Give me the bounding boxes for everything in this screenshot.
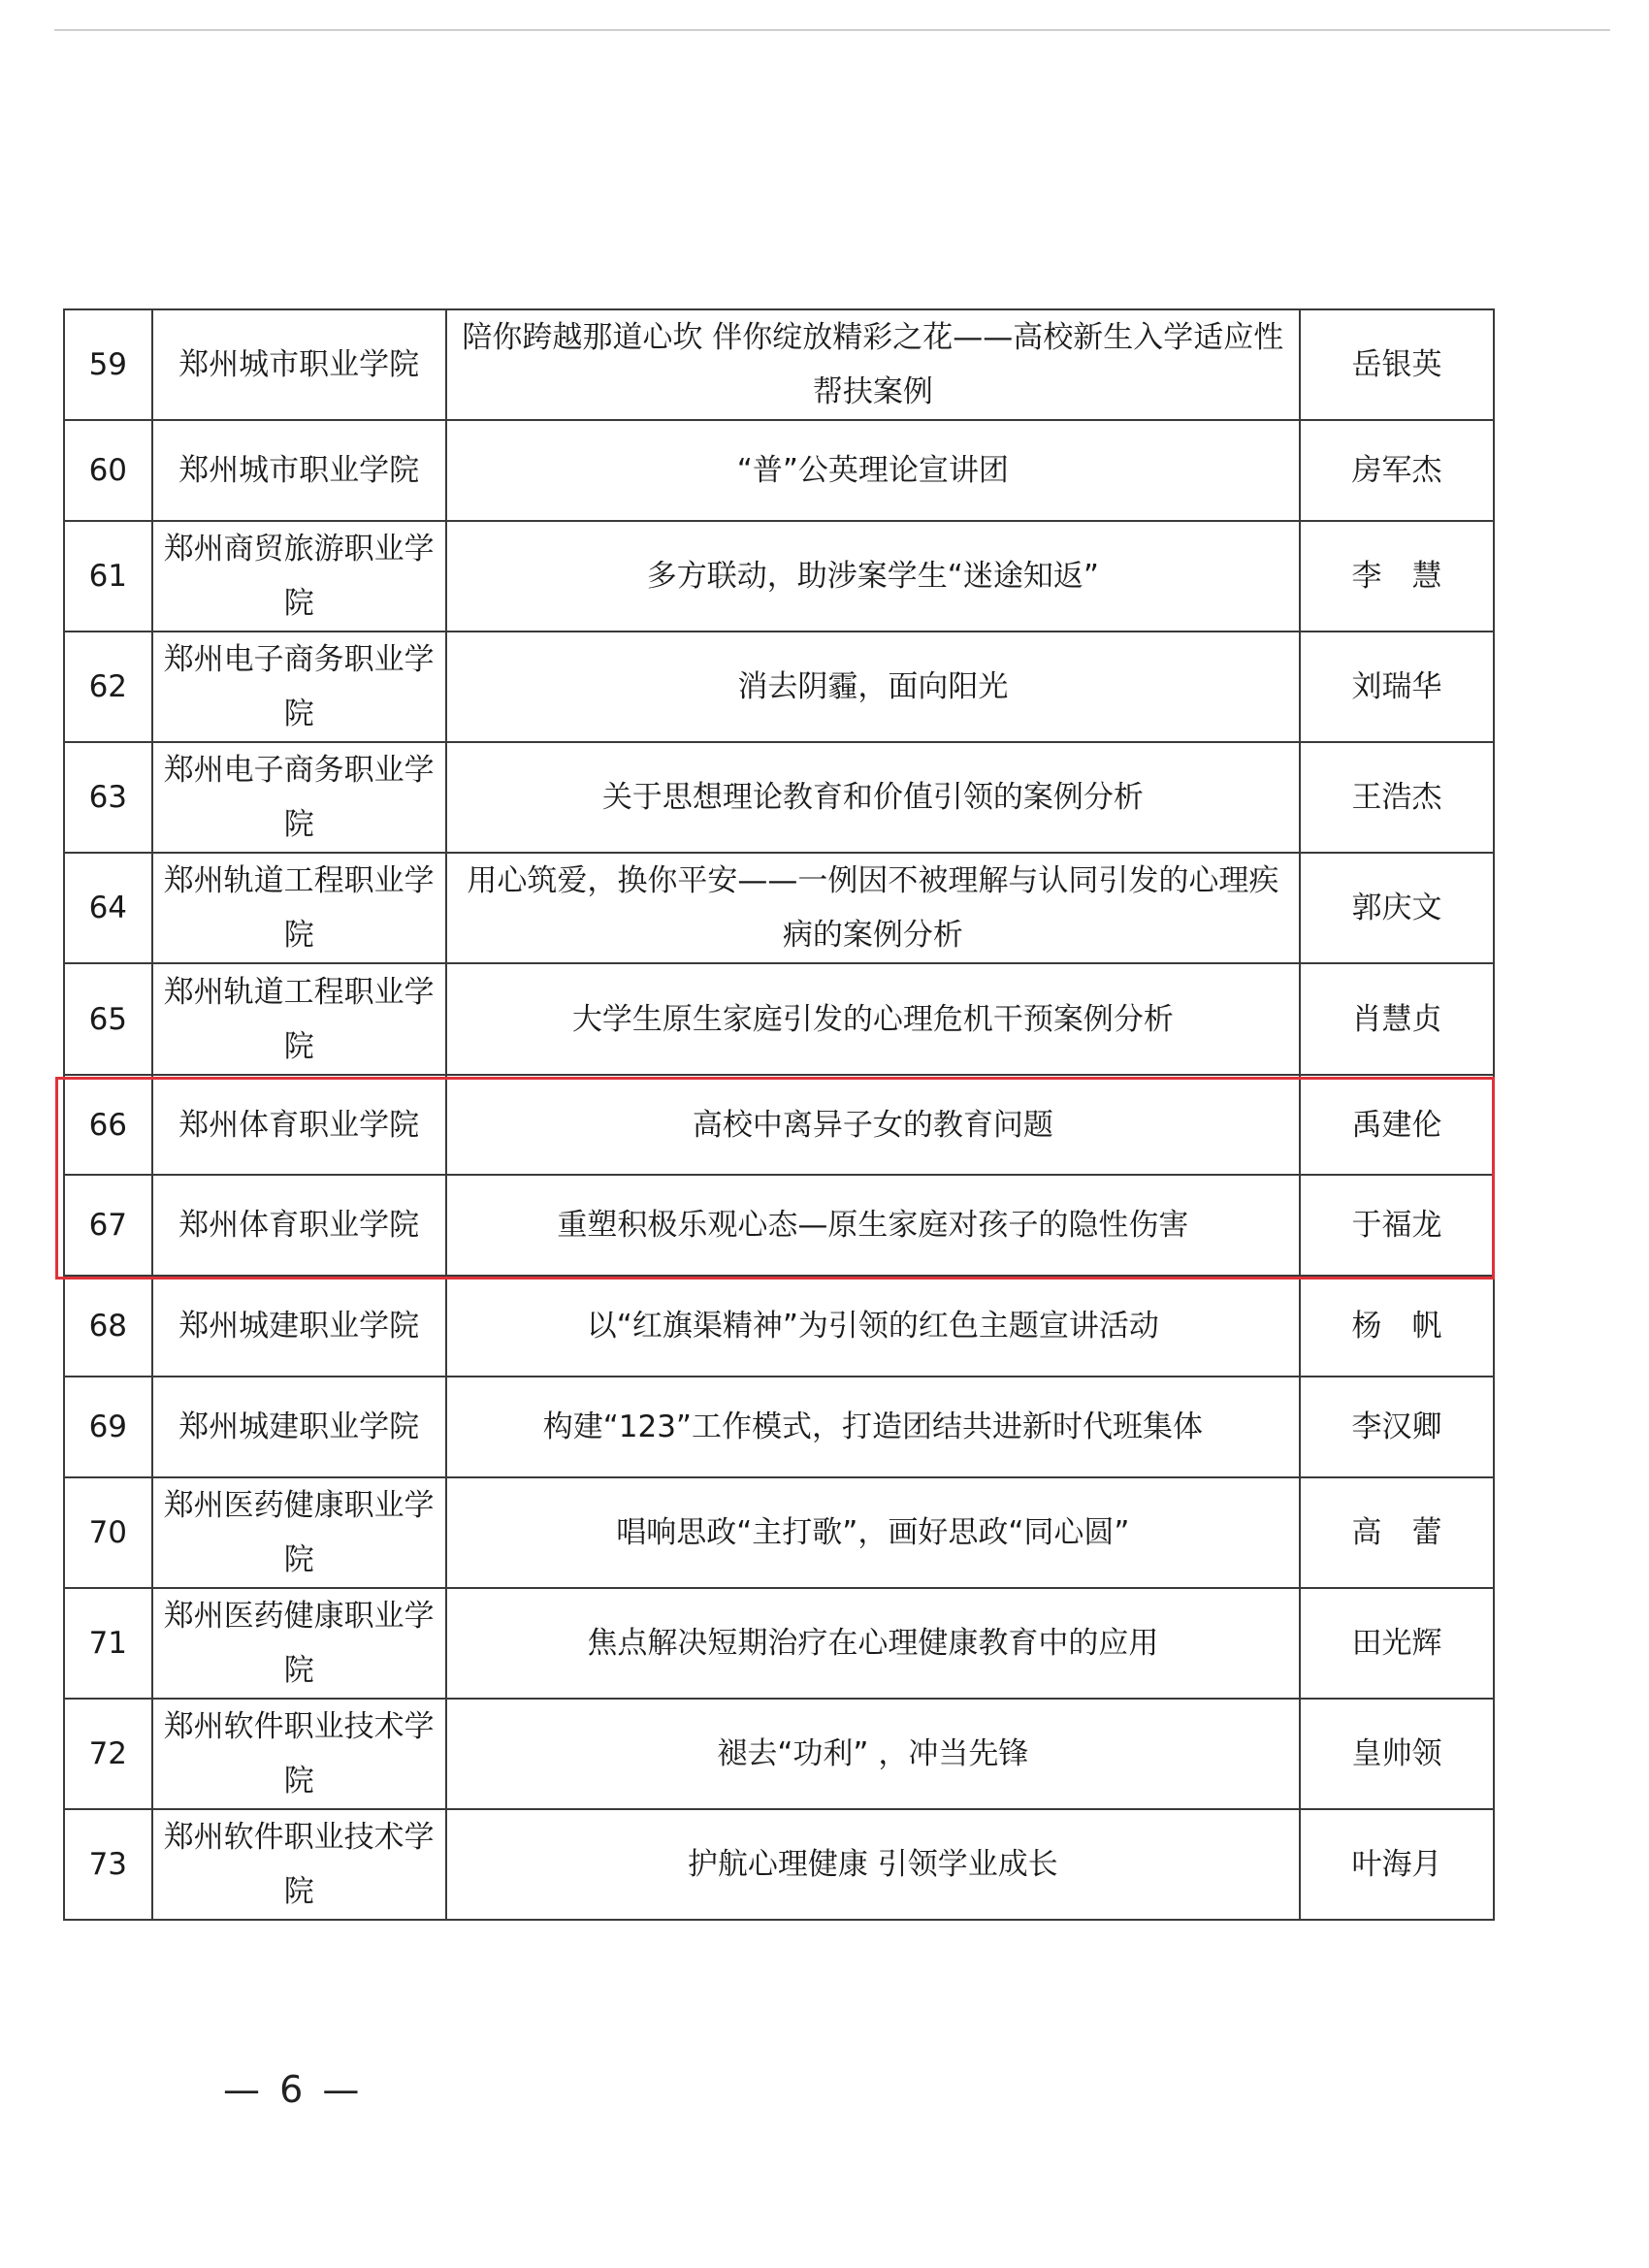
- case-title: 关于思想理论教育和价值引领的案例分析: [446, 742, 1300, 853]
- author-name: 郭庆文: [1300, 853, 1494, 963]
- school-name: 郑州体育职业学院: [152, 1075, 446, 1175]
- table-row: [64, 1809, 1494, 1920]
- table-row: [64, 521, 1494, 632]
- case-title: 重塑积极乐观心态—原生家庭对孩子的隐性伤害: [446, 1175, 1300, 1276]
- awards-table: [63, 308, 1495, 1921]
- row-number: 70: [64, 1477, 152, 1588]
- row-number: 72: [64, 1699, 152, 1809]
- table-row: [64, 1075, 1494, 1175]
- table-row: [64, 742, 1494, 853]
- author-name: 于福龙: [1300, 1175, 1494, 1276]
- school-name: 郑州商贸旅游职业学院: [152, 521, 446, 632]
- row-number: 68: [64, 1276, 152, 1377]
- school-name: 郑州体育职业学院: [152, 1175, 446, 1276]
- row-number: 61: [64, 521, 152, 632]
- case-title: 焦点解决短期治疗在心理健康教育中的应用: [446, 1588, 1300, 1699]
- author-name: 高 蕾: [1300, 1477, 1494, 1588]
- table-row: [64, 1699, 1494, 1809]
- table-row: [64, 309, 1494, 420]
- case-title: 用心筑爱，换你平安——一例因不被理解与认同引发的心理疾病的案例分析: [446, 853, 1300, 963]
- table-row: [64, 632, 1494, 742]
- school-name: 郑州轨道工程职业学院: [152, 963, 446, 1075]
- school-name: 郑州软件职业技术学院: [152, 1809, 446, 1920]
- table-row: [64, 420, 1494, 521]
- row-number: 63: [64, 742, 152, 853]
- author-name: 岳银英: [1300, 309, 1494, 420]
- table-row: [64, 1377, 1494, 1477]
- table-row: [64, 1477, 1494, 1588]
- case-title: 高校中离异子女的教育问题: [446, 1075, 1300, 1175]
- author-name: 皇帅领: [1300, 1699, 1494, 1809]
- case-title: 构建“123”工作模式，打造团结共进新时代班集体: [446, 1377, 1300, 1477]
- author-name: 王浩杰: [1300, 742, 1494, 853]
- author-name: 禹建伦: [1300, 1075, 1494, 1175]
- row-number: 73: [64, 1809, 152, 1920]
- school-name: 郑州医药健康职业学院: [152, 1588, 446, 1699]
- case-title: 多方联动，助涉案学生“迷途知返”: [446, 521, 1300, 632]
- row-number: 62: [64, 632, 152, 742]
- case-title: 陪你跨越那道心坎 伴你绽放精彩之花——高校新生入学适应性帮扶案例: [446, 309, 1300, 420]
- row-number: 67: [64, 1175, 152, 1276]
- author-name: 房军杰: [1300, 420, 1494, 521]
- row-number: 69: [64, 1377, 152, 1477]
- author-name: 叶海月: [1300, 1809, 1494, 1920]
- case-title: 消去阴霾，面向阳光: [446, 632, 1300, 742]
- row-number: 66: [64, 1075, 152, 1175]
- school-name: 郑州城建职业学院: [152, 1377, 446, 1477]
- row-number: 64: [64, 853, 152, 963]
- school-name: 郑州软件职业技术学院: [152, 1699, 446, 1809]
- author-name: 李 慧: [1300, 521, 1494, 632]
- author-name: 田光辉: [1300, 1588, 1494, 1699]
- author-name: 肖慧贞: [1300, 963, 1494, 1075]
- case-title: “普”公英理论宣讲团: [446, 420, 1300, 521]
- author-name: 杨 帆: [1300, 1276, 1494, 1377]
- table-row: [64, 853, 1494, 963]
- author-name: 李汉卿: [1300, 1377, 1494, 1477]
- table-row: [64, 1588, 1494, 1699]
- row-number: 60: [64, 420, 152, 521]
- row-number: 71: [64, 1588, 152, 1699]
- case-title: 唱响思政“主打歌”，画好思政“同心圆”: [446, 1477, 1300, 1588]
- table-row: [64, 963, 1494, 1075]
- table-row: [64, 1175, 1494, 1276]
- page-number: — 6 —: [223, 2068, 364, 2111]
- school-name: 郑州城建职业学院: [152, 1276, 446, 1377]
- school-name: 郑州城市职业学院: [152, 420, 446, 521]
- school-name: 郑州轨道工程职业学院: [152, 853, 446, 963]
- school-name: 郑州电子商务职业学院: [152, 632, 446, 742]
- case-title: 以“红旗渠精神”为引领的红色主题宣讲活动: [446, 1276, 1300, 1377]
- case-title: 大学生原生家庭引发的心理危机干预案例分析: [446, 963, 1300, 1075]
- top-rule: [54, 29, 1610, 31]
- row-number: 65: [64, 963, 152, 1075]
- case-title: 褪去“功利” ，冲当先锋: [446, 1699, 1300, 1809]
- table-row: [64, 1276, 1494, 1377]
- school-name: 郑州电子商务职业学院: [152, 742, 446, 853]
- case-title: 护航心理健康 引领学业成长: [446, 1809, 1300, 1920]
- school-name: 郑州城市职业学院: [152, 309, 446, 420]
- school-name: 郑州医药健康职业学院: [152, 1477, 446, 1588]
- author-name: 刘瑞华: [1300, 632, 1494, 742]
- row-number: 59: [64, 309, 152, 420]
